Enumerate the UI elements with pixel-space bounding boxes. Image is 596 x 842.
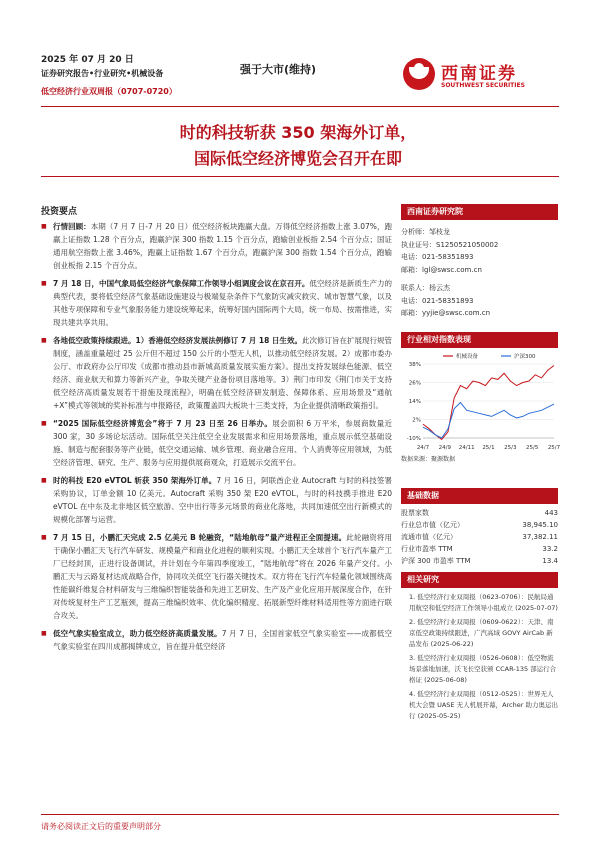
table-row (401, 555, 558, 567)
x-tick-label: 24/7 (416, 445, 430, 451)
analyst-cert: 执业证号：S1250521050002 (401, 240, 499, 249)
row-label: 行业市盈率 TTM (401, 545, 453, 553)
point-text: 此轮融资将用于确保小鹏汇天飞行汽车研发、规模量产和商业化进程的顺利实现。小鹏汇天全球首个飞行汽车量产工厂已经封顶，正进行设备调试，并计划在今年第四季度竣工，“陆地航母”将在 2026 年量产交付。小鹏汇天与云路复材达成战略合作，协同攻关低空飞行器关键技术。双方将在飞行汽车轻量化领域围绕高性能碳纤维复合材料研发与三维编织智能装备和先进工艺研发、生产及产业化应用开展深度合作，在针对传统复材生产工艺瓶颈，提高三维编织效率、优化编织精度、拓展新型纤维材料适用性等方面进行联合攻关。 (53, 533, 393, 620)
x-tick-label: 25/5 (525, 445, 539, 451)
point-text: 此次修订旨在扩展现行规管制度，涵盖重量超过 25 公斤但不超过 150 公斤的小型无人机，以推动低空经济发展。2）成都市委办公厅、市政府办公厅印发《成都市推动县市新城高质量发展实施方案》。提出支持发展绿色能源、低空经济、商业航天和算力等新兴产业，争取关键产业备份项目落地等。3）荆门市印发《荆门市关于支持低空经济高质量发展若干措施及现流程》，明确在低空经济研发制造、保障体系、应用场景及“通航+X”模式等领域的奖补标准与申报路径，政策覆盖四大板块十三类支持，为企业提供清晰政策指引。 (53, 336, 392, 410)
contact-email-link[interactable]: yyjie@swsc.com.cn (422, 309, 491, 317)
row-value: 13.4 (542, 557, 558, 565)
company-logo (403, 58, 573, 96)
chart-panel (401, 332, 561, 463)
point-head: “2025 国际低空经济博览会”将于 7 月 23 日至 26 日举办。 (53, 419, 273, 428)
point-head: 各地低空政策持续跟进。1）香港低空经济发展法例修订 7 月 18 日生效。 (53, 336, 302, 345)
point-head: 时的科技 E20 eVTOL 斩获 350 架海外订单。 (53, 476, 217, 485)
point-item (41, 531, 392, 622)
basic-data-panel (401, 488, 558, 567)
legend-label: 机械设备 (456, 354, 479, 360)
title-divider (41, 176, 559, 177)
point-text: 低空经济是新质生产力的典型代表，要将低空经济气象基础设施建设与极端复杂条件下气象防灾减灾救灾、城市智慧气象，以及其他专项保障和专业气象服务能力建设统筹起来，统筹好国内国际两个大局，统一布局、按需推进，实现共建共享共用。 (53, 279, 392, 327)
basic-data-table (401, 507, 558, 567)
analyst-email: 邮箱：lgl@swsc.com.cn (401, 265, 482, 274)
row-label: 沪深 300 市盈率 TTM (401, 557, 471, 565)
research-institute-title: 西南证券研究院 (401, 204, 558, 220)
point-head: 7 月 18 日，中国气象局低空经济气象保障工作领导小组调度会议在京召开。 (53, 279, 310, 288)
legend-label: 沪深300 (514, 354, 536, 360)
y-tick-label: 14% (408, 399, 421, 405)
chart-source: 数据来源：聚源数据 (401, 456, 456, 463)
row-label: 行业总市值（亿元） (401, 521, 464, 529)
point-text: 本期（7 月 7 日-7 月 20 日）低空经济板块跑赢大盘。万得低空经济指数上涨 3.07%，跑赢上证指数 1.28 个百分点，跑赢沪深 300 指数 1.15 个百分点，跑输创业板指 2.54 个百分点；国证通用航空指数上涨 3.46%，跑赢上证指数 1.67 个百分点，跑赢沪深 300 指数 1.54 个百分点，跑输创业板指 2.15 个百分点。 (53, 222, 393, 270)
point-text: 7 月 7 日，全国首家低空气象实验室——成都低空气象实验室在四川成都揭牌成立，旨在提升低空经济 (53, 629, 392, 651)
investment-points (41, 220, 392, 658)
related-report-link[interactable]: 1. 低空经济行业双周报（0623-0706）：民航局通用航空和低空经济工作领导小组成立 (2025-07-07) (409, 593, 558, 612)
report-title-line2: 国际低空经济博览会召开在即 (193, 149, 402, 168)
point-text: 展会面积 6 万平米，参展商数量近 300 家，30 多场论坛活动。国际低空关注低空全业发展需求和应用场景落地，重点展示低空基础设施、制造与配套服务等产业链，低空交通运输、城乡管理、商业融合应用、个人消费等应用领域，为低空经济管理、研究、生产、服务与应用提供展商观众，打造展示交流平台。 (53, 419, 392, 467)
point-item (41, 474, 392, 526)
related-research-panel (401, 572, 558, 725)
row-value: 443 (544, 509, 558, 517)
row-value: 38,945.10 (522, 521, 558, 529)
report-series: 低空经济行业双周报（0707-0720） (41, 87, 177, 96)
x-tick-label: 25/1 (482, 445, 495, 451)
point-head: 行情回顾： (53, 222, 91, 231)
related-report-link[interactable]: 3. 低空经济行业双周报（0526-0608）：低空物流场景落地加速，沃飞长空获颁 CCAR-135 部运行合格证 (2025-06-08) (409, 654, 557, 684)
row-label: 流通市值（亿元） (401, 533, 457, 541)
point-head: 7 月 15 日，小鹏汇天完成 2.5 亿美元 B 轮融资，“陆地航母”量产进程正全面提速。 (53, 533, 347, 542)
related-report-link[interactable]: 2. 低空经济行业双周报（0609-0622）：天津、南京低空政策持续跟进，广汽高域 GOVY AirCab 新品发布 (2025-06-22) (409, 618, 554, 648)
contact-email: 邮箱：yyjie@swsc.com.cn (401, 309, 491, 317)
row-value: 37,382.11 (522, 533, 558, 541)
point-item (41, 220, 392, 272)
point-head: 低空气象实验室成立，助力低空经济高质量发展。 (53, 629, 222, 638)
industry-rating: 强于大市(维持) (240, 63, 317, 76)
y-tick-label: 2% (412, 417, 421, 424)
point-text: 7 月 16 日，阿联酋企业 Autocraft 与时的科技签署采购协议，订单金额 10 亿美元。Autocraft 采购 350 架 E20 eVTOL，与时的科技携手推进 E20 eVTOL 在中东及北非地区低空旅游、空中出行等多元场景的商业化落地，共同加速低空出行新模式的规模化部署与运营。 (53, 476, 392, 524)
series-line-csi300 (423, 403, 554, 439)
related-research-title: 相关研究 (401, 572, 558, 588)
y-tick-label: 38% (408, 362, 421, 368)
section-title: 投资要点 (41, 207, 78, 217)
footer-divider (41, 814, 559, 815)
x-tick-label: 24/9 (438, 445, 452, 451)
analyst-panel (401, 204, 558, 320)
analyst-name: 分析师：邹枝龙 (401, 228, 450, 236)
report-date: 2025 年 07 月 20 日 (41, 55, 134, 65)
logo-name-en: SOUTHWEST SECURITIES (441, 82, 525, 89)
point-item (41, 334, 392, 412)
report-type: 证券研究报告•行业研究•机械设备 (41, 69, 164, 78)
series-line-industry (423, 366, 554, 440)
table-row (401, 507, 558, 519)
table-row (401, 531, 558, 543)
table-row (401, 543, 558, 555)
header-divider (41, 106, 559, 107)
basic-data-title: 基础数据 (401, 488, 558, 504)
contact-phone: 电话：021-58351893 (401, 296, 474, 305)
footer-disclaimer: 请务必阅读正文后的重要声明部分 (41, 822, 161, 831)
relative-index-chart (401, 350, 561, 452)
related-report-link[interactable]: 4. 低空经济行业双周报（0512-0525）：世界无人机大会暨 UASE 无人机展开幕，Archer 助力奥运出行 (2025-05-25) (409, 690, 558, 720)
x-tick-label: 25/3 (504, 445, 517, 451)
point-item (41, 277, 392, 329)
analyst-phone: 电话：021-58351893 (401, 253, 474, 261)
x-tick-label: 24/11 (458, 445, 475, 451)
table-row (401, 519, 558, 531)
row-label: 股票家数 (401, 509, 429, 517)
chart-title: 行业相对指数表现 (401, 332, 558, 348)
point-item (41, 417, 392, 469)
logo-name-cn: 西南证券 (441, 64, 517, 84)
y-tick-label: -10% (406, 436, 421, 442)
row-value: 33.2 (542, 545, 558, 553)
y-tick-label: 26% (408, 380, 421, 387)
logo-emblem-icon (403, 58, 435, 90)
report-title-line1: 时的科技斩获 350 架海外订单， (179, 123, 417, 142)
analyst-email-link[interactable]: lgl@swsc.com.cn (422, 265, 482, 274)
contact-name: 联系人：杨云杰 (401, 284, 450, 292)
point-item (41, 627, 392, 653)
x-tick-label: 25/7 (547, 445, 561, 451)
